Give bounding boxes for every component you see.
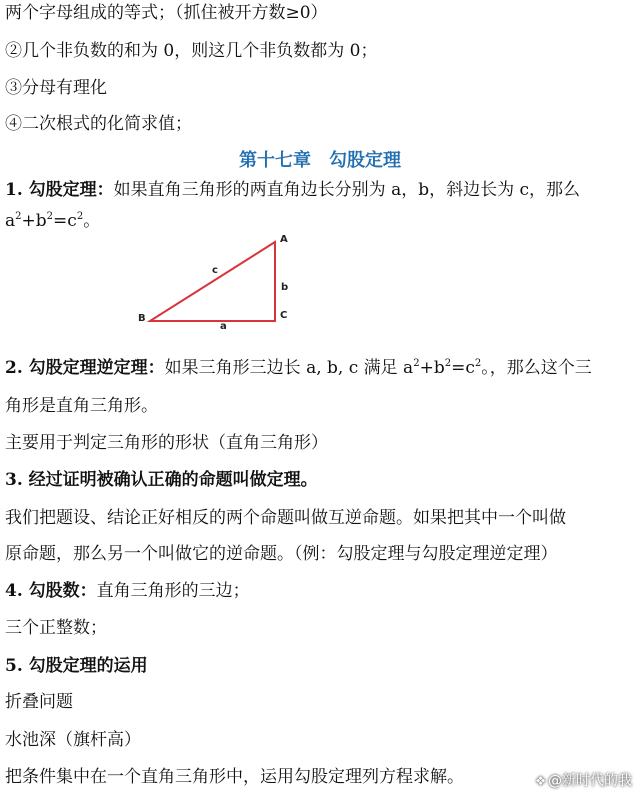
watermark: ❖ @新时代的我 [535, 773, 632, 789]
text-line: 把条件集中在一个直角三角形中，运用勾股定理列方程求解。 [5, 767, 464, 787]
section-label: 2. 勾股定理逆定理： [5, 358, 165, 378]
text-line: 我们把题设、结论正好相反的两个命题叫做互逆命题。如果把其中一个叫做 [5, 508, 566, 528]
section-5-heading: 5. 勾股定理的运用 [5, 656, 148, 676]
side-label-b: b [281, 282, 289, 293]
text-line: 两个字母组成的等式；（抓住被开方数≥0） [5, 3, 328, 23]
section-4-heading: 4. 勾股数：直角三角形的三边； [5, 581, 250, 601]
text-line: 三个正整数； [5, 618, 107, 638]
text-line: 原命题，那么另一个叫做它的逆命题。（例：勾股定理与勾股定理逆定理） [5, 544, 558, 564]
right-triangle-diagram [130, 228, 310, 333]
text-line: ②几个非负数的和为 0，则这几个非负数都为 0； [5, 41, 378, 61]
side-label-c: c [212, 265, 218, 276]
chapter-title: 第十七章 勾股定理 [239, 150, 401, 171]
section-label: 1. 勾股定理： [5, 180, 114, 200]
section-2-heading: 2. 勾股定理逆定理：如果三角形三边长 a, b, c 满足 $a^2+b^2=c^2$。，那么这个三 [5, 358, 592, 378]
side-label-a: a [220, 321, 227, 332]
vertex-label-b: B [138, 313, 146, 324]
section-3-heading: 3. 经过证明被确认正确的命题叫做定理。 [5, 470, 318, 490]
section-text: 如果直角三角形的两直角边长分别为 a，b，斜边长为 c，那么 [113, 180, 581, 200]
vertex-label-c: C [280, 310, 288, 321]
text-line: 主要用于判定三角形的形状（直角三角形） [5, 433, 328, 453]
text-line: 折叠问题 [5, 692, 73, 712]
text-line: ③分母有理化 [5, 78, 107, 98]
text-line: 水池深（旗杆高） [5, 730, 141, 750]
section-label: 4. 勾股数： [5, 581, 97, 601]
text-line: 角形是直角三角形。 [5, 396, 158, 416]
formula: $a^2+b^2=c^2$。 [5, 211, 101, 231]
section-1-heading [5, 179, 580, 201]
vertex-label-a: A [280, 234, 288, 245]
triangle-shape [150, 242, 275, 321]
text-line: ④二次根式的化简求值； [5, 114, 192, 134]
toutiao-icon: ❖ [535, 774, 546, 788]
